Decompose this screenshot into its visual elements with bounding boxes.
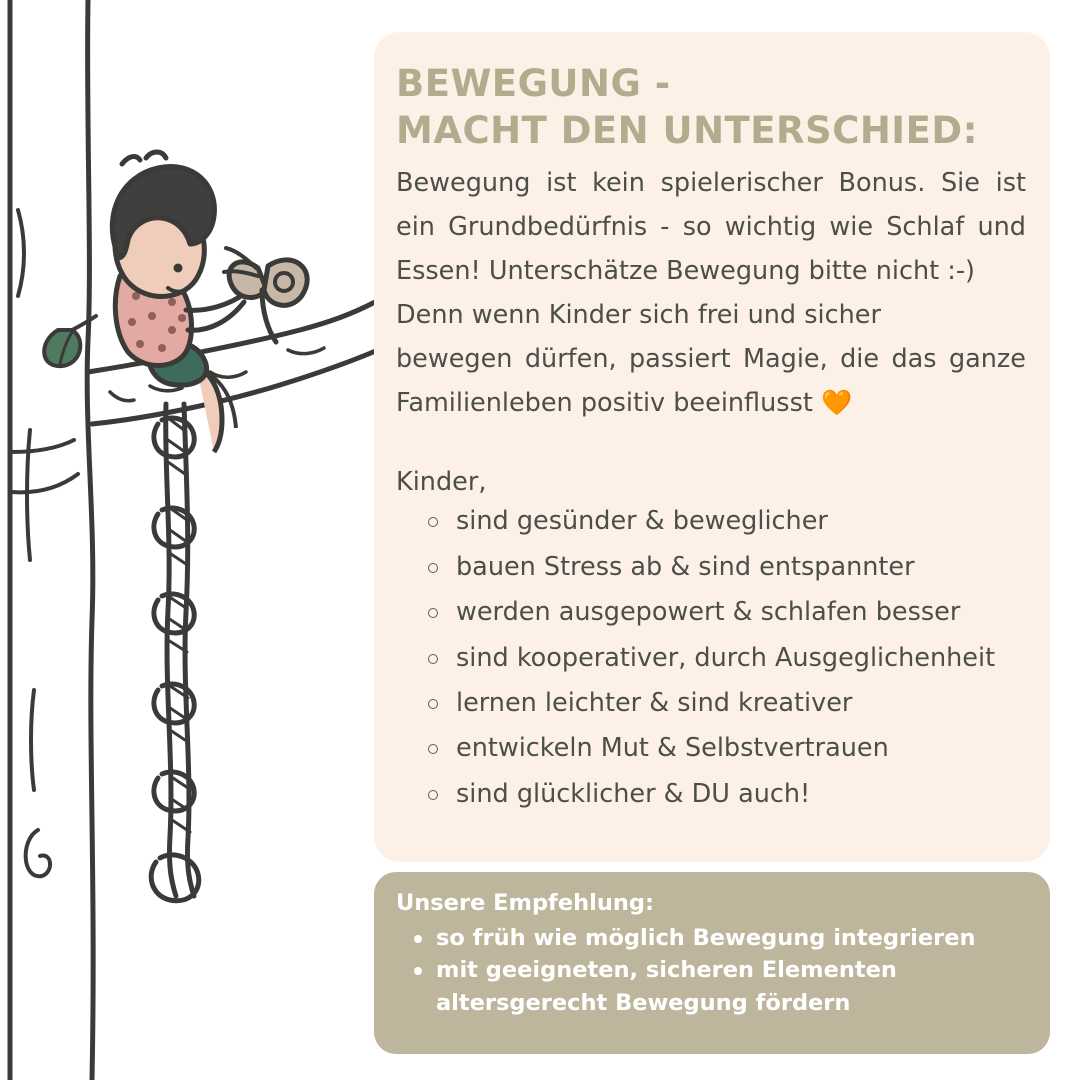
recommendation-item-line2: altersgerecht Bewegung fördern xyxy=(436,990,851,1017)
recommendation-card xyxy=(374,872,1050,1054)
list-item: bauen Stress ab & sind entspannter xyxy=(424,545,1026,590)
list-item: entwickeln Mut & Selbstvertrauen xyxy=(424,726,1026,771)
headline-line-1: BEWEGUNG - xyxy=(396,62,671,105)
recommendation-item-line1: so früh wie möglich Bewegung integrieren xyxy=(436,924,976,951)
list-item xyxy=(410,922,1028,955)
list-item: sind gesünder & beweglicher xyxy=(424,499,1026,544)
girl-figure xyxy=(112,152,244,452)
list-item xyxy=(410,954,1028,1020)
intro-paragraph-rest: bewegen dürfen, passiert Magie, die das ganze Familienleben positiv beeinflusst xyxy=(396,344,1026,419)
intro-paragraph-line-4: Denn wenn Kinder sich frei und sicher xyxy=(396,300,881,331)
knotted-rope xyxy=(151,404,199,901)
list-item: sind glücklicher & DU auch! xyxy=(424,772,1026,817)
headline-line-2: MACHT DEN UNTERSCHIED: xyxy=(396,109,978,153)
main-content-card xyxy=(374,32,1050,862)
illustration-tree-scene xyxy=(0,0,380,1080)
recommendation-item-line1: mit geeigneten, sicheren Elementen xyxy=(436,957,897,984)
intro-paragraph xyxy=(396,161,1026,293)
recommendation-title: Unsere Empfehlung: xyxy=(396,890,654,916)
list-item: werden ausgepowert & schlafen besser xyxy=(424,590,1026,635)
intro-paragraph-continued xyxy=(396,293,1026,425)
list-item: sind kooperativer, durch Ausgeglichenheit xyxy=(424,636,1026,681)
list-item: lernen leichter & sind kreativer xyxy=(424,681,1026,726)
heart-icon: 🧡 xyxy=(820,388,853,418)
recommendation-list xyxy=(396,922,1028,1021)
benefits-list xyxy=(396,499,1026,817)
intro-paragraph-justified: Bewegung ist kein spielerischer Bonus. Sie ist ein Grundbedürfnis - so wichtig wie Schlaf und Essen! Unterschätze Bewegung bitte nicht :-) xyxy=(396,167,1026,286)
butterfly-icon xyxy=(224,248,307,342)
list-intro-label: Kinder, xyxy=(396,467,487,498)
page-title xyxy=(396,60,1026,155)
tree-illustration-svg xyxy=(0,0,380,1080)
